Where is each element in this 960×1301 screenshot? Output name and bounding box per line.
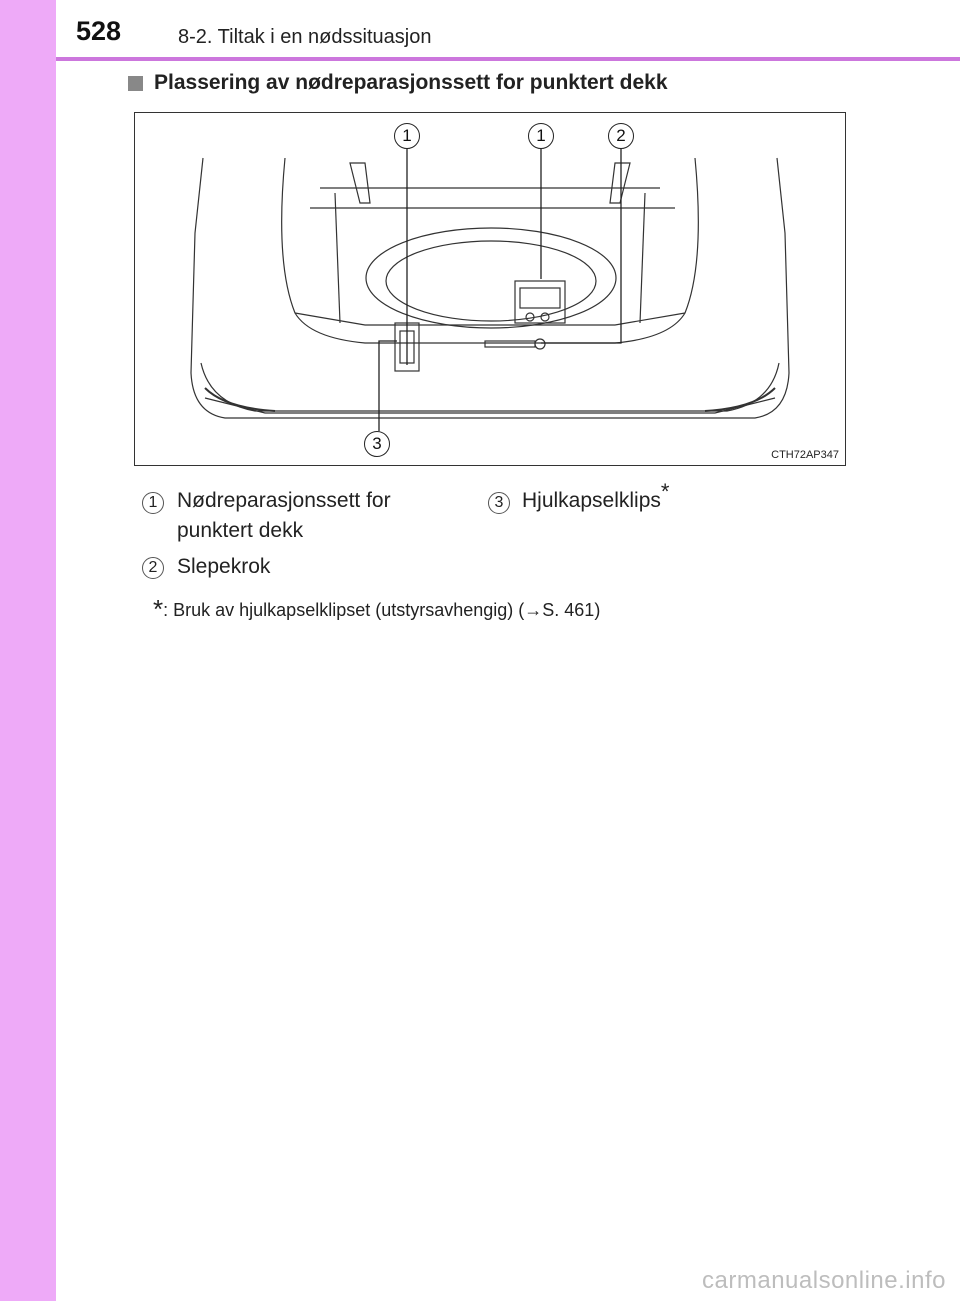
legend-number-3: 3	[488, 492, 510, 514]
section-heading	[128, 71, 668, 95]
trunk-illustration	[134, 112, 846, 466]
legend-text-3-label: Hjulkapselklips	[522, 489, 661, 512]
legend-text-3	[522, 479, 670, 516]
legend-text-1	[177, 486, 391, 546]
footnote	[153, 594, 600, 625]
page-number: 528	[76, 16, 122, 46]
callout-repair-kit-right: 1	[528, 123, 554, 149]
callout-towing-hook: 2	[608, 123, 634, 149]
footnote-text: : Bruk av hjulkapselklipset (utstyrsavhengig) (	[163, 600, 525, 620]
footnote-star: *	[153, 594, 164, 624]
chapter-title: 8-2. Tiltak i en nødssituasjon	[178, 26, 432, 48]
arrow-right-icon: →	[524, 600, 543, 620]
page-reference-link[interactable]: S. 461)	[542, 600, 601, 620]
square-bullet-icon	[128, 76, 143, 91]
legend-text-1-line1: Nødreparasjonssett for	[177, 489, 391, 512]
callout-wheel-cap-clip: 3	[364, 431, 390, 457]
legend-number-1: 1	[142, 492, 164, 514]
legend-text-2: Slepekrok	[177, 555, 271, 578]
legend-text-3-star: *	[660, 479, 670, 504]
header-rule	[56, 57, 960, 61]
section-heading-text: Plassering av nødreparasjonssett for punktert dekk	[154, 71, 668, 94]
legend-number-2: 2	[142, 557, 164, 579]
page-side-bar	[0, 0, 56, 1301]
legend-text-1-line2: punktert dekk	[177, 519, 304, 542]
watermark: carmanualsonline.info	[702, 1267, 946, 1294]
car-trunk-drawing	[135, 113, 846, 466]
callout-repair-kit-left: 1	[394, 123, 420, 149]
figure-code: CTH72AP347	[771, 449, 839, 461]
